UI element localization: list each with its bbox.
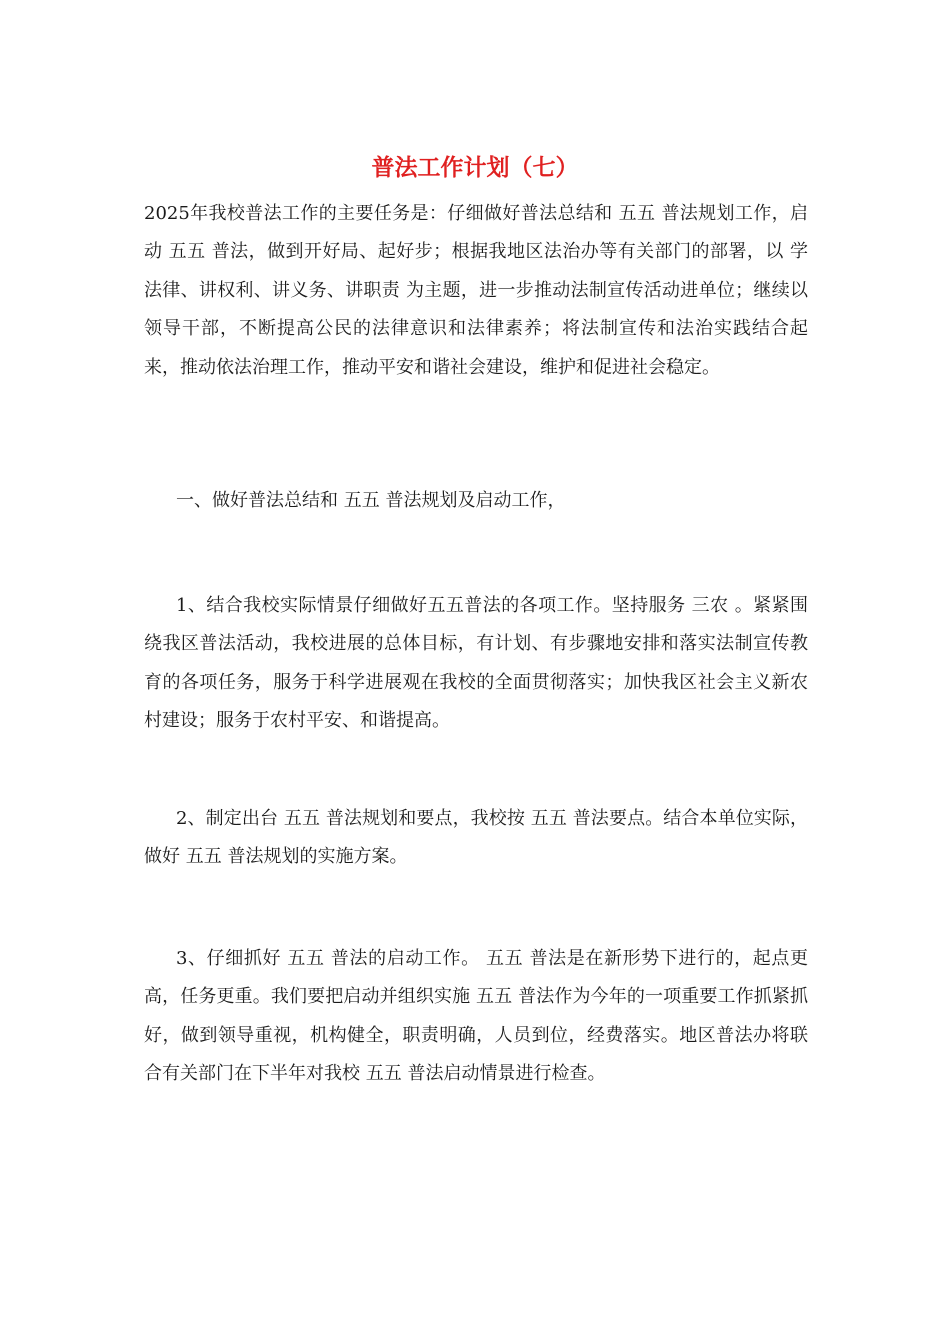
intro-paragraph: 2025年我校普法工作的主要任务是：仔细做好普法总结和 五五 普法规划工作，启动 五五 普法，做到开好局、起好步；根据我地区法治办等有关部门的部署，以 学法律、讲权利、讲义务、讲职责 为主题，进一步推动法制宣传活动进单位；继续以领导干部，不断提高公民的法律意识和法律素养；将法制宣传和法治实践结合起来，推动依法治理工作，推动平安和谐社会建设，维护和促进社会稳定。 <box>144 203 808 378</box>
document-title: 普法工作计划（七） <box>371 154 579 181</box>
item-3-paragraph: 3、仔细抓好 五五 普法的启动工作。 五五 普法是在新形势下进行的，起点更高，任务更重。我们要把启动并组织实施 五五 普法作为今年的一项重要工作抓紧抓好，做到领导重视，机构健全，职责明确，人员到位，经费落实。地区普法办将联合有关部门在下半年对我校 五五 普法启动情景进行检查。 <box>144 948 808 1085</box>
section-heading: 一、做好普法总结和 五五 普法规划及启动工作， <box>176 490 566 511</box>
item-1-paragraph: 1、结合我校实际情景仔细做好五五普法的各项工作。坚持服务 三农 。紧紧围绕我区普法活动，我校进展的总体目标，有计划、有步骤地安排和落实法制宣传教育的各项任务，服务于科学进展观在我校的全面贯彻落实；加快我区社会主义新农村建设；服务于农村平安、和谐提高。 <box>144 595 808 732</box>
item-2-paragraph: 2、制定出台 五五 普法规划和要点，我校按 五五 普法要点。结合本单位实际，做好 五五 普法规划的实施方案。 <box>144 808 808 868</box>
